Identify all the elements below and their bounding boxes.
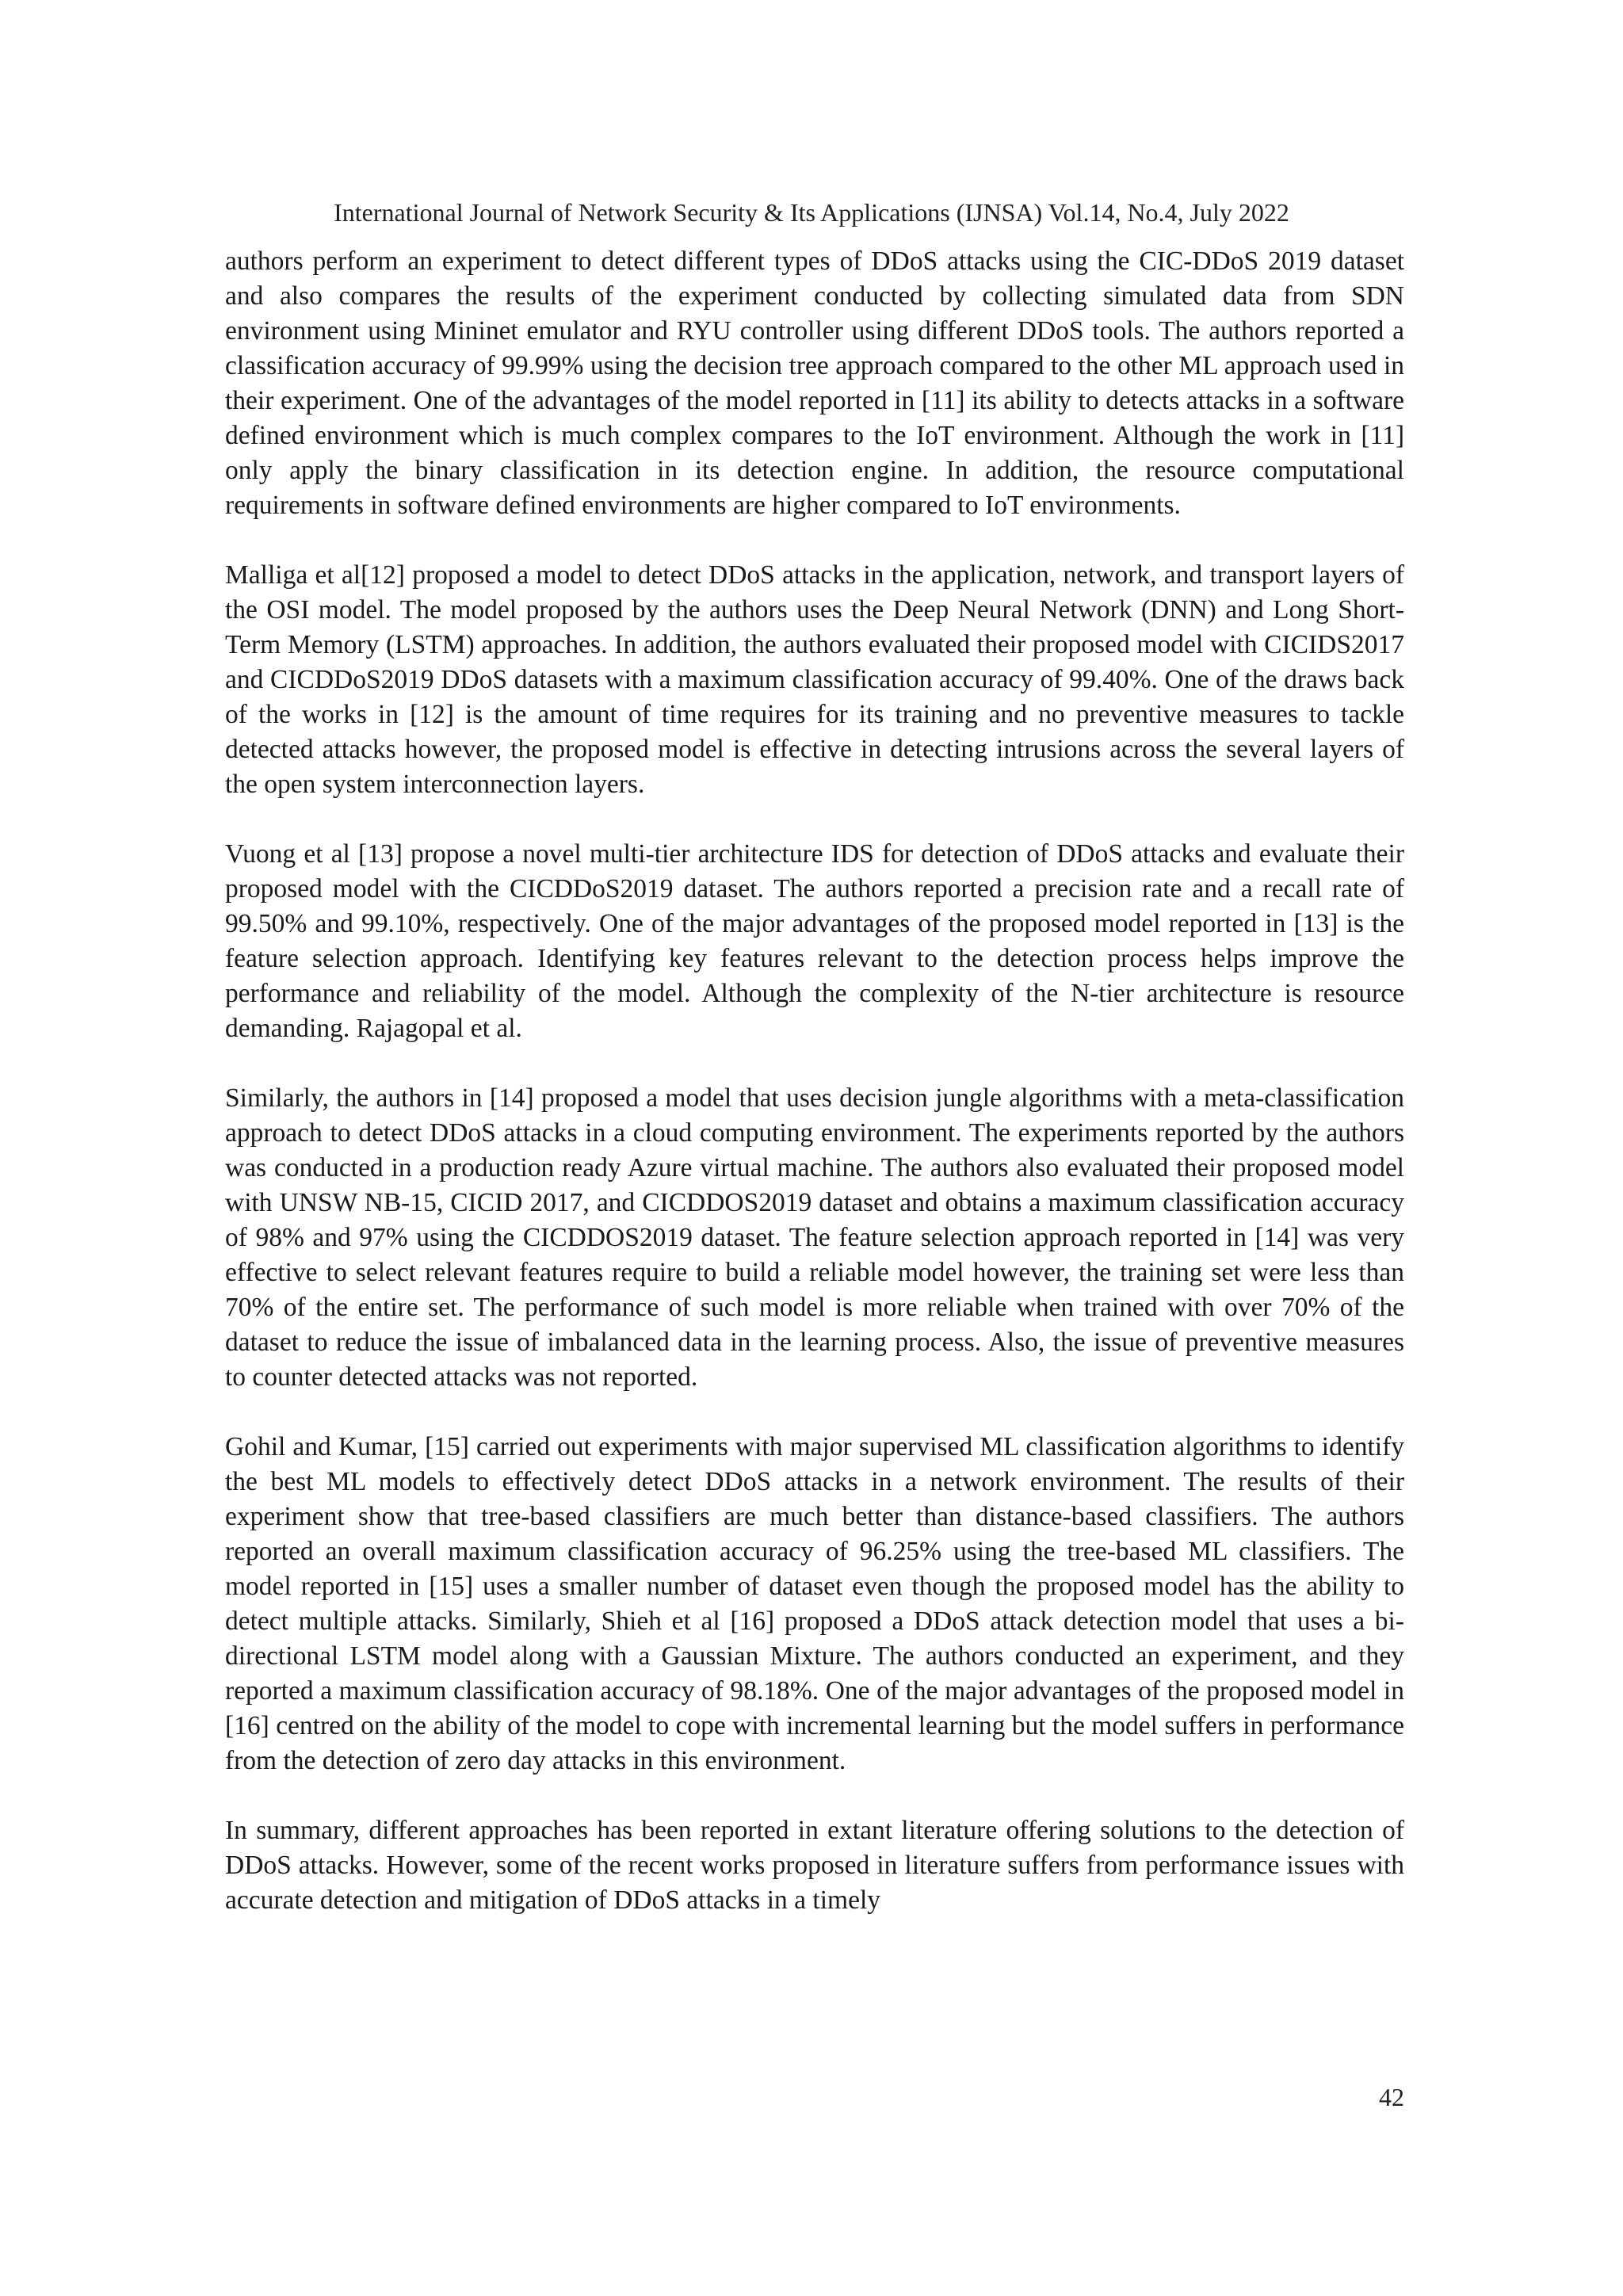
- paragraph-gohil-kumar: Gohil and Kumar, [15] carried out experiments with major supervised ML classification algorithms to identify the best ML models to effectively detect DDoS attacks in a network environment. The results of their experiment show that tree-based classifiers are much better than distance-based classifiers. The authors reported an overall maximum classification accuracy of 96.25% using the tree-based ML classifiers. The model reported in [15] uses a smaller number of dataset even though the proposed model has the ability to detect multiple attacks. Similarly, Shieh et al [16] proposed a DDoS attack detection model that uses a bi-directional LSTM model along with a Gaussian Mixture. The authors conducted an experiment, and they reported a maximum classification accuracy of 98.18%. One of the major advantages of the proposed model in [16] centred on the ability of the model to cope with incremental learning but the model suffers in performance from the detection of zero day attacks in this environment.: [225, 1432, 1404, 1775]
- paragraph-summary: In summary, different approaches has been reported in extant literature offering solutions to the detection of DDoS attacks. However, some of the recent works proposed in literature suffers from performance issues with accurate detection and mitigation of DDoS attacks in a timely: [225, 1816, 1404, 1915]
- paragraph-dt-ddos-sdn: authors perform an experiment to detect different types of DDoS attacks using the CIC-DDoS 2019 dataset and also compares the results of the experiment conducted by collecting simulated data from SDN environment using Mininet emulator and RYU controller using different DDoS tools. The authors reported a classification accuracy of 99.99% using the decision tree approach compared to the other ML approach used in their experiment. One of the advantages of the model reported in [11] its ability to detects attacks in a software defined environment which is much complex compares to the IoT environment. Although the work in [11] only apply the binary classification in its detection engine. In addition, the resource computational requirements in software defined environments are higher compared to IoT environments.: [225, 246, 1404, 520]
- paragraph-decision-jungle: Similarly, the authors in [14] proposed a model that uses decision jungle algorithms with a meta-classification approach to detect DDoS attacks in a cloud computing environment. The experiments reported by the authors was conducted in a production ready Azure virtual machine. The authors also evaluated their proposed model with UNSW NB-15, CICID 2017, and CICDDOS2019 dataset and obtains a maximum classification accuracy of 98% and 97% using the CICDDOS2019 dataset. The feature selection approach reported in [14] was very effective to select relevant features require to build a reliable model however, the training set were less than 70% of the entire set. The performance of such model is more reliable when trained with over 70% of the dataset to reduce the issue of imbalanced data in the learning process. Also, the issue of preventive measures to counter detected attacks was not reported.: [225, 1083, 1404, 1392]
- page-number: 42: [1379, 2083, 1404, 2111]
- paragraph-vuong: Vuong et al [13] propose a novel multi-tier architecture IDS for detection of DDoS attacks and evaluate their proposed model with the CICDDoS2019 dataset. The authors reported a precision rate and a recall rate of 99.50% and 99.10%, respectively. One of the major advantages of the proposed model reported in [13] is the feature selection approach. Identifying key features relevant to the detection process helps improve the performance and reliability of the model. Although the complexity of the N-tier architecture is resource demanding. Rajagopal et al.: [225, 839, 1404, 1043]
- running-header: International Journal of Network Security & Its Applications (IJNSA) Vol.14, No.4, July 2022: [334, 198, 1289, 227]
- paragraph-malliga: Malliga et al[12] proposed a model to detect DDoS attacks in the application, network, and transport layers of the OSI model. The model proposed by the authors uses the Deep Neural Network (DNN) and Long Short-Term Memory (LSTM) approaches. In addition, the authors evaluated their proposed model with CICIDS2017 and CICDDoS2019 DDoS datasets with a maximum classification accuracy of 99.40%. One of the draws back of the works in [12] is the amount of time requires for its training and no preventive measures to tackle detected attacks however, the proposed model is effective in detecting intrusions across the several layers of the open system interconnection layers.: [225, 560, 1404, 799]
- body-text: [225, 244, 1404, 1953]
